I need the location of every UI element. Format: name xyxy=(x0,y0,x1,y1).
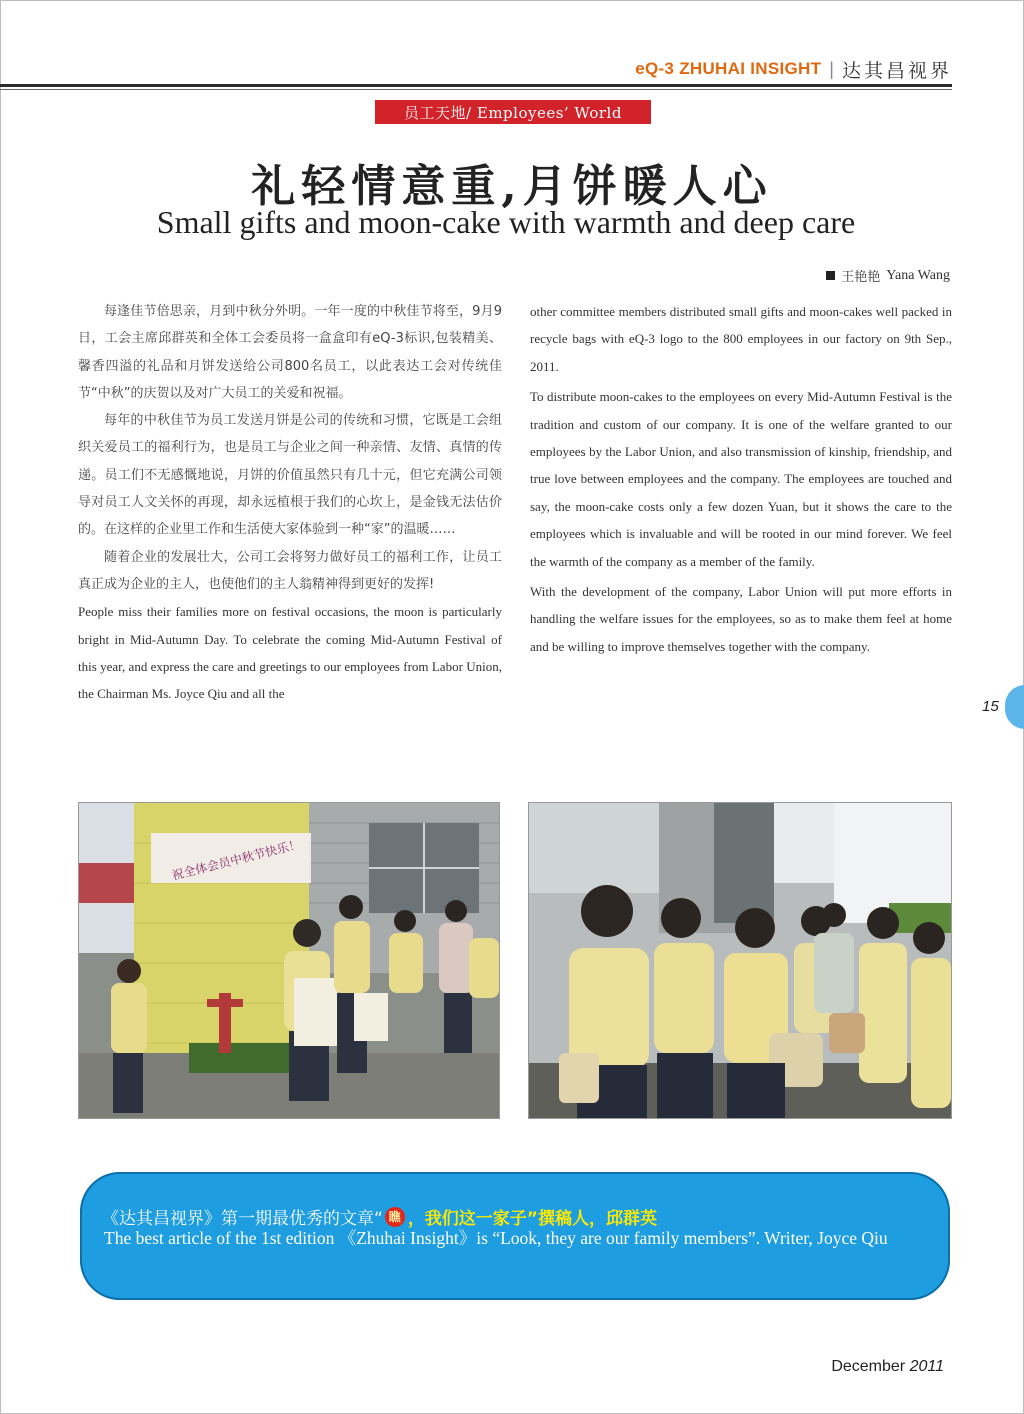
article-column-right xyxy=(530,298,952,663)
byline-author-cn: 王艳艳 xyxy=(841,270,881,285)
brand-en: eQ-3 ZHUHAI INSIGHT xyxy=(635,59,822,78)
en-paragraph-1: People miss their families more on festival occasions, the moon is particularly bright in Mid-Autumn Day. To celebrate the coming Mid-Autumn Festival of this year, and express the care and greetings to our employees from Labor Union, the Chairman Ms. Joyce Qiu and all the xyxy=(78,604,502,702)
brand-cn: 达其昌视界 xyxy=(841,59,952,82)
title-cn: 礼轻情意重,月饼暖人心 xyxy=(251,161,773,212)
cn-paragraph-3: 随着企业的发展壮大，公司工会将努力做好员工的福利工作，让员工真正成为企业的主人，也使他们的主人翁精神得到更好的发挥! xyxy=(78,549,502,592)
byline-square-icon xyxy=(826,271,835,280)
cn-paragraph-1: 每逢佳节倍思亲，月到中秋分外明。一年一度的中秋佳节将至，9月9日，工会主席邱群英和全体工会委员将一盒盒印有eQ-3标识,包装精美、馨香四溢的礼品和月饼发送给公司800名员工，以此表达工会对传统佳节“中秋”的庆贺以及对广大员工的关爱和祝福。 xyxy=(78,304,502,401)
byline xyxy=(826,266,950,285)
best-article-callout xyxy=(80,1172,950,1300)
callout-cn-highlight: ，我们这一家子”撰稿人，邱群英 xyxy=(407,1209,657,1229)
en-paragraph-3: With the development of the company, Labor Union will put more efforts in handling the welfare issues for the employees, so as to make them feel at home and be willing to improve themselves together with the company. xyxy=(530,584,952,654)
callout-line-cn xyxy=(102,1204,657,1229)
header-rule-thin xyxy=(0,89,952,90)
callout-badge: 瞧 xyxy=(385,1207,405,1227)
footer-date xyxy=(831,1358,944,1376)
callout-cn-plain: 《达其昌视界》第一期最优秀的文章“ xyxy=(102,1209,383,1229)
article-column-left xyxy=(78,298,502,708)
footer-month: December xyxy=(831,1358,906,1375)
cn-paragraph-2: 每年的中秋佳节为员工发送月饼是公司的传统和习惯，它既是工会组织关爱员工的福利行为，也是员工与企业之间一种亲情、友情、真情的传递。员工们不无感慨地说，月饼的价值虽然只有几十元，但它充满公司领导对员工人文关怀的再现，却永远植根于我们的心坎上，是金钱无法估价的。在这样的企业里工作和生活使大家体验到一种“家”的温暖…… xyxy=(78,413,502,538)
brand-separator: | xyxy=(829,58,834,79)
byline-author-en: Yana Wang xyxy=(886,267,950,283)
en-paragraph-2: To distribute moon-cakes to the employees on every Mid-Autumn Festival is the tradition and custom of our company. It is one of the welfare granted to our employees by the Labor Union, and also transmission of kinship, friendship, and true love between employees and the company. The employees are touched and say, the moon-cake costs only a few dozen Yuan, but it shows the care to the employees which is invaluable and will be rooted in our mind forever. We feel the warmth of the company as a member of the family. xyxy=(530,389,952,569)
page-number: 15 xyxy=(982,698,999,715)
footer-year: 2011 xyxy=(909,1358,944,1375)
section-tag: 员工天地/ Employees’ World xyxy=(375,100,651,124)
title-en: Small gifts and moon-cake with warmth and deep care xyxy=(156,204,856,240)
festival-banner: 祝全体会员中秋节快乐！ xyxy=(170,836,302,883)
callout-line-en: The best article of the 1st edition 《Zhuhai Insight》is “Look, they are our family members”. Writer, Joyce Qiu xyxy=(104,1228,888,1248)
header-rule xyxy=(0,84,952,87)
en-paragraph-1-continued: other committee members distributed small gifts and moon-cakes well packed in recycle bags with eQ-3 logo to the 800 employees in our factory on 9th Sep., 2011. xyxy=(530,304,952,374)
photo-left xyxy=(78,802,500,1119)
photo-right xyxy=(528,802,952,1119)
masthead xyxy=(635,56,952,82)
